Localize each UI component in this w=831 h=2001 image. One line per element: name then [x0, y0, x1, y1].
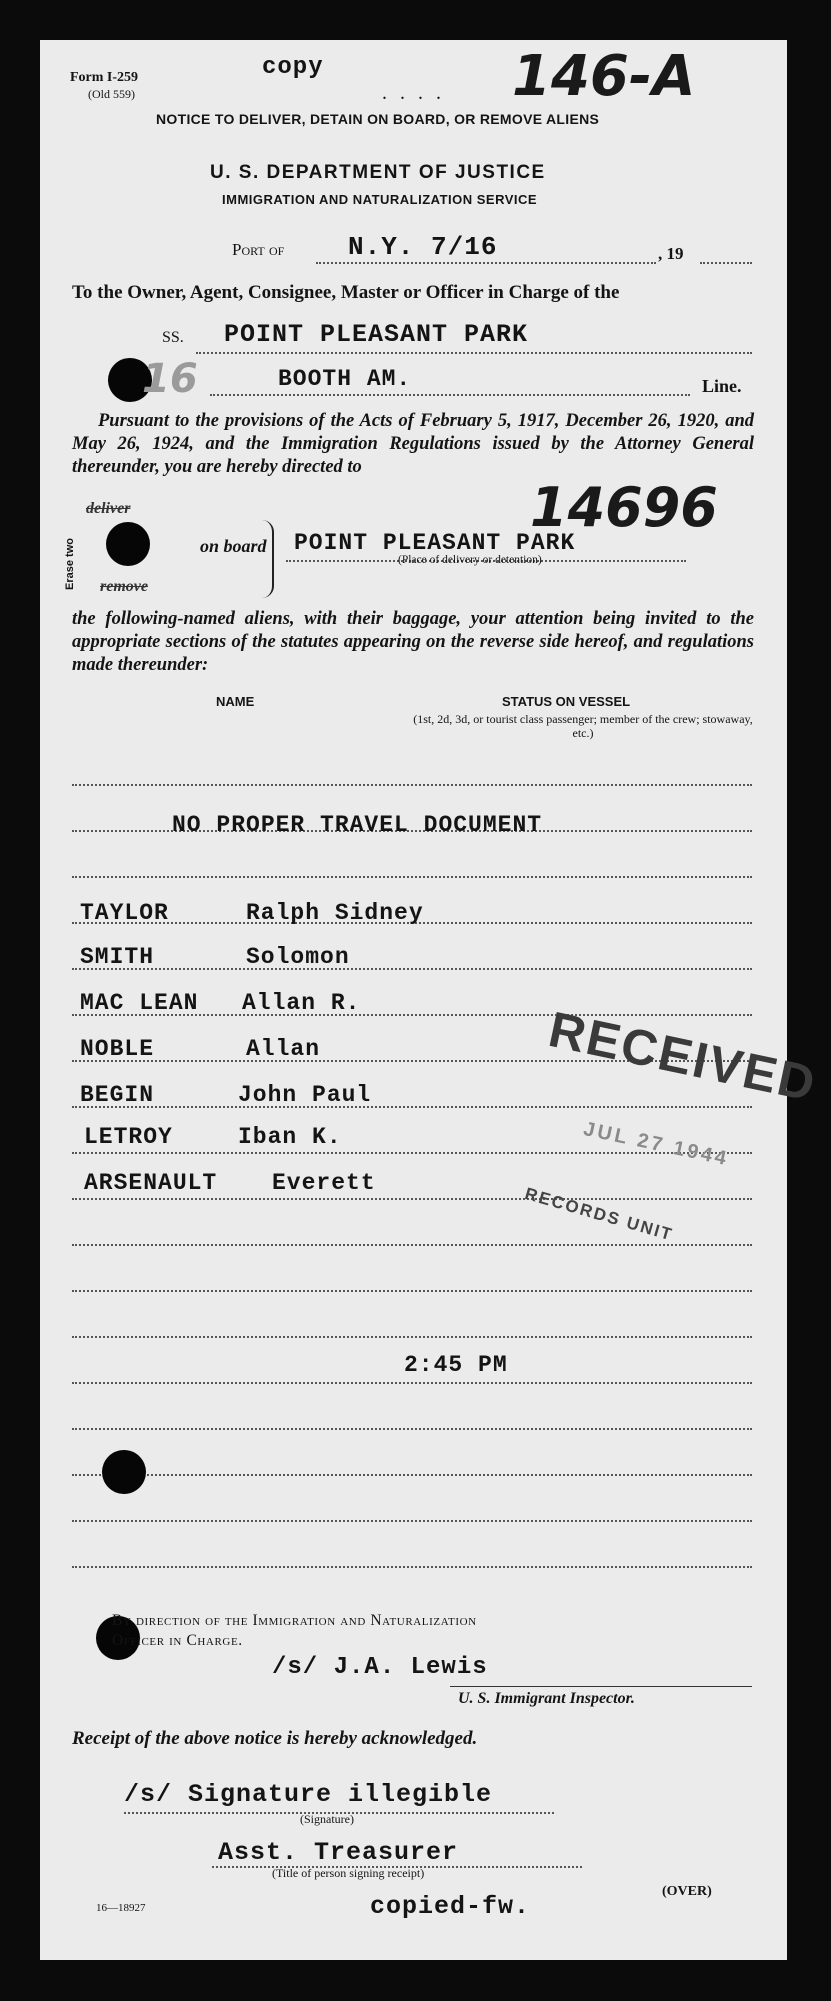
ship-dotted-line	[196, 352, 752, 354]
ruled-line	[72, 1566, 752, 1568]
handwritten-file-number: 14696	[530, 476, 718, 539]
faint-handwriting: 16	[142, 356, 198, 402]
line-label: Line.	[702, 376, 742, 396]
ruled-line	[72, 1520, 752, 1522]
inspector-signature: /s/ J.A. Lewis	[272, 1654, 488, 1681]
service-title: IMMIGRATION AND NATURALIZATION SERVICE	[222, 192, 538, 207]
following-paragraph: the following-named aliens, with their baggage, your attention being invited to the appropriate sections of the statutes appearing on the reverse side hereof, and regulations made thereunder:	[72, 609, 754, 675]
port-dotted-line	[316, 262, 656, 264]
place-value: POINT PLEASANT PARK	[294, 530, 576, 556]
receipt-text: Receipt of the above notice is hereby acknowledged.	[72, 1728, 478, 1749]
no-document-note: NO PROPER TRAVEL DOCUMENT	[172, 812, 543, 838]
direction-line-1: By direction of the Immigration and Naturalization	[112, 1612, 477, 1629]
pursuant-paragraph: Pursuant to the provisions of the Acts of February 5, 1917, December 26, 1920, and May 26, 1924, and the Immigration Regulations issued by the Attorney General thereunder, you are hereby directed to	[72, 411, 754, 477]
status-column-note: (1st, 2d, 3d, or tourist class passenger; member of the crew; stowaway, etc.)	[413, 712, 753, 740]
alien-given-name: Allan R.	[242, 990, 361, 1016]
ruled-line	[72, 1428, 752, 1430]
received-stamp: RECEIVED	[544, 1000, 822, 1113]
form-old-number: (Old 559)	[88, 87, 135, 101]
alien-given-name: Allan	[246, 1036, 321, 1062]
form-number: Form I-259	[70, 70, 139, 85]
ruled-line	[72, 1106, 752, 1108]
addressee-text: To the Owner, Agent, Consignee, Master or Officer in Charge of the	[72, 282, 620, 303]
ruled-line	[72, 876, 752, 878]
copied-note: copied-fw.	[370, 1892, 531, 1921]
erase-note: Erase two	[64, 538, 76, 590]
alien-surname: BEGIN	[80, 1082, 155, 1108]
records-unit-stamp: RECORDS UNIT	[522, 1184, 676, 1245]
alien-surname: TAYLOR	[80, 900, 169, 926]
dot-marks: . . . .	[382, 82, 445, 104]
alien-given-name: Iban K.	[238, 1124, 342, 1150]
alien-surname: ARSENAULT	[84, 1170, 218, 1196]
option-detain-on-board: on board	[200, 536, 267, 556]
line-value: BOOTH AM.	[278, 366, 412, 392]
received-date-stamp: JUL 27 1944	[581, 1118, 732, 1171]
ruled-line	[72, 1336, 752, 1338]
department-title: U. S. DEPARTMENT OF JUSTICE	[210, 162, 546, 183]
ruled-line	[72, 1290, 752, 1292]
ss-label: SS.	[162, 329, 184, 346]
port-value: N.Y. 7/16	[348, 232, 498, 262]
alien-given-name: Ralph Sidney	[246, 900, 424, 926]
ship-name: POINT PLEASANT PARK	[224, 320, 529, 349]
direction-line-2: Officer in Charge.	[112, 1632, 243, 1649]
name-column-header: NAME	[216, 694, 255, 709]
ruled-line	[72, 968, 752, 970]
ruled-line	[72, 1198, 752, 1200]
place-caption: (Place of delivery or detention)	[398, 554, 542, 566]
status-column-header: STATUS ON VESSEL	[502, 694, 631, 709]
alien-surname: SMITH	[80, 944, 155, 970]
signature-caption: (Signature)	[300, 1812, 354, 1826]
handwritten-number: 146-A	[512, 44, 696, 109]
line-dotted-line	[210, 394, 690, 396]
alien-given-name: John Paul	[238, 1082, 372, 1108]
alien-given-name: Solomon	[246, 944, 350, 970]
inspector-title: U. S. Immigrant Inspector.	[458, 1690, 635, 1707]
year-dotted-line	[700, 262, 752, 264]
time-note: 2:45 PM	[404, 1352, 508, 1378]
alien-given-name: Everett	[272, 1170, 376, 1196]
ruled-line	[72, 784, 752, 786]
ruled-line	[72, 1474, 752, 1476]
option-remove: remove	[100, 578, 148, 595]
notice-title: NOTICE TO DELIVER, DETAIN ON BOARD, OR REMOVE ALIENS	[156, 111, 600, 127]
port-label: Port of	[232, 240, 285, 259]
punch-hole	[102, 1450, 146, 1494]
year-label: , 19	[658, 244, 684, 263]
over-label: (OVER)	[662, 1884, 712, 1899]
signature-line	[450, 1686, 752, 1687]
options-bracket	[262, 520, 274, 598]
ruled-line	[72, 1382, 752, 1384]
ruled-line	[72, 1244, 752, 1246]
copy-label: copy	[262, 54, 324, 81]
receipt-signature: /s/ Signature illegible	[124, 1780, 493, 1809]
punch-hole	[106, 522, 150, 566]
receipt-title-value: Asst. Treasurer	[218, 1838, 459, 1867]
alien-surname: MAC LEAN	[80, 990, 199, 1016]
option-deliver: deliver	[86, 500, 131, 517]
title-caption: (Title of person signing receipt)	[272, 1866, 425, 1880]
print-code: 16—18927	[96, 1902, 146, 1914]
alien-surname: NOBLE	[80, 1036, 155, 1062]
alien-surname: LETROY	[84, 1124, 173, 1150]
